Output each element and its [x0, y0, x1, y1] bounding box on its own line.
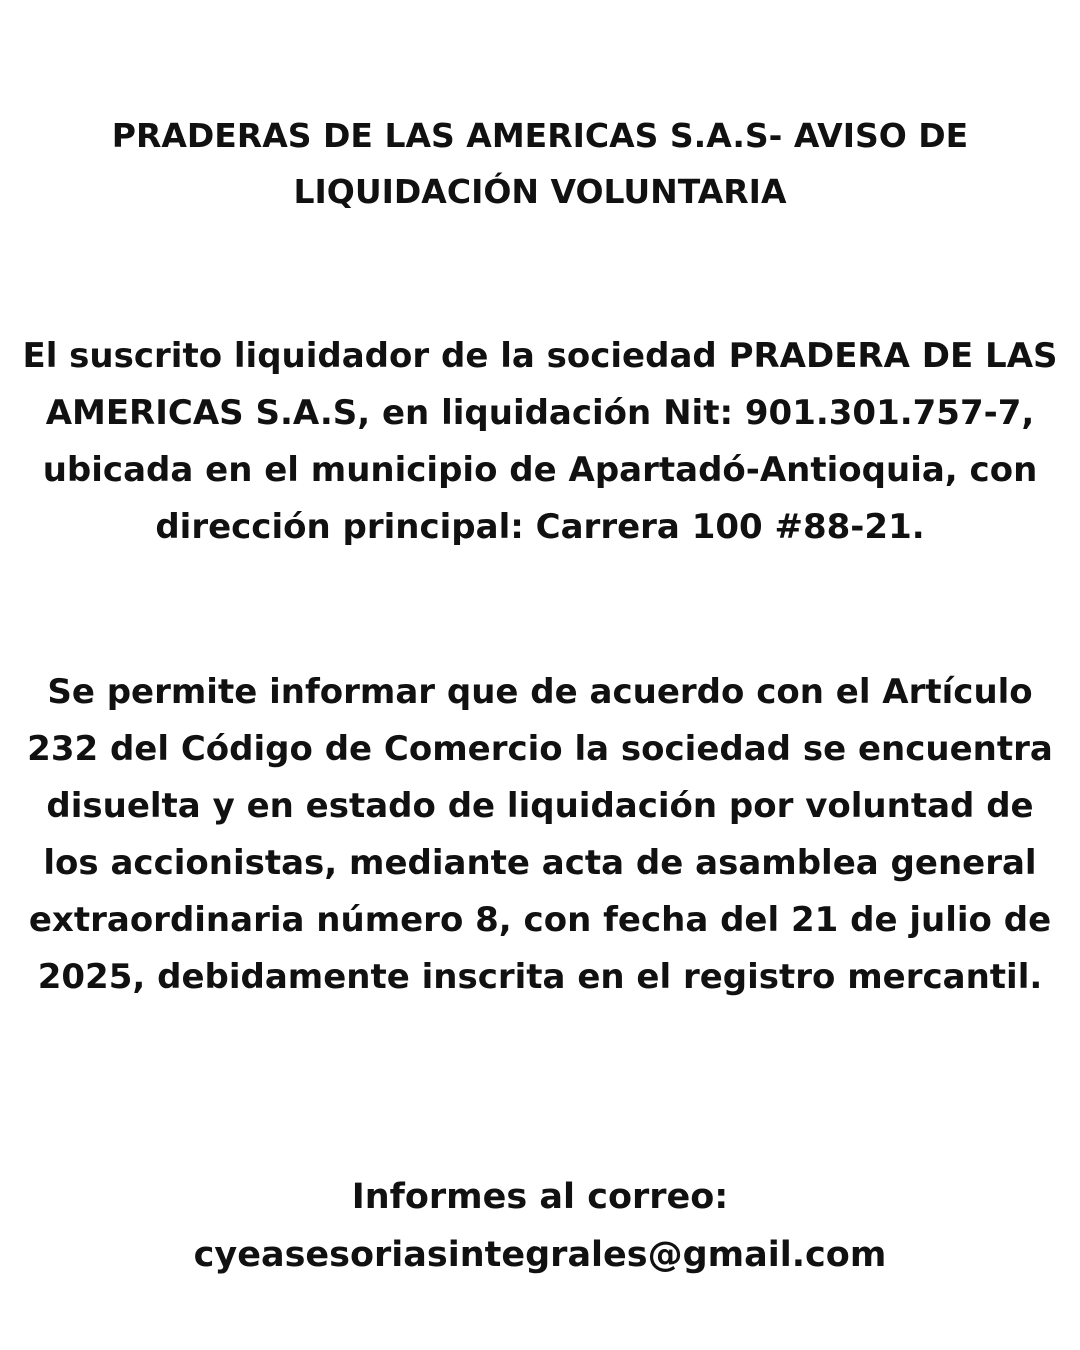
- contact-label: Informes al correo:: [351, 1177, 729, 1217]
- contact-email: cyeasesoriasintegrales@gmail.com: [193, 1235, 887, 1275]
- dissolution-paragraph: Se permite informar que de acuerdo con el Artículo 232 del Código de Comercio la sociedad se encuentra disuelta y en estado de liquidación por voluntad de los accionistas, mediante acta de asamblea general extraordinaria número 8, con fecha del 21 de julio de 2025, debidamente inscrita en el registro mercantil.: [27, 672, 1053, 997]
- liquidator-paragraph: El suscrito liquidador de la sociedad PRADERA DE LAS AMERICAS S.A.S, en liquidación Nit: 901.301.757-7, ubicada en el municipio de Apartadó-Antioquia, con dirección principal: Carrera 100 #88-21.: [22, 336, 1058, 547]
- contact-block: [0, 1168, 1080, 1284]
- notice-title: PRADERAS DE LAS AMERICAS S.A.S- AVISO DE LIQUIDACIÓN VOLUNTARIA: [111, 116, 969, 211]
